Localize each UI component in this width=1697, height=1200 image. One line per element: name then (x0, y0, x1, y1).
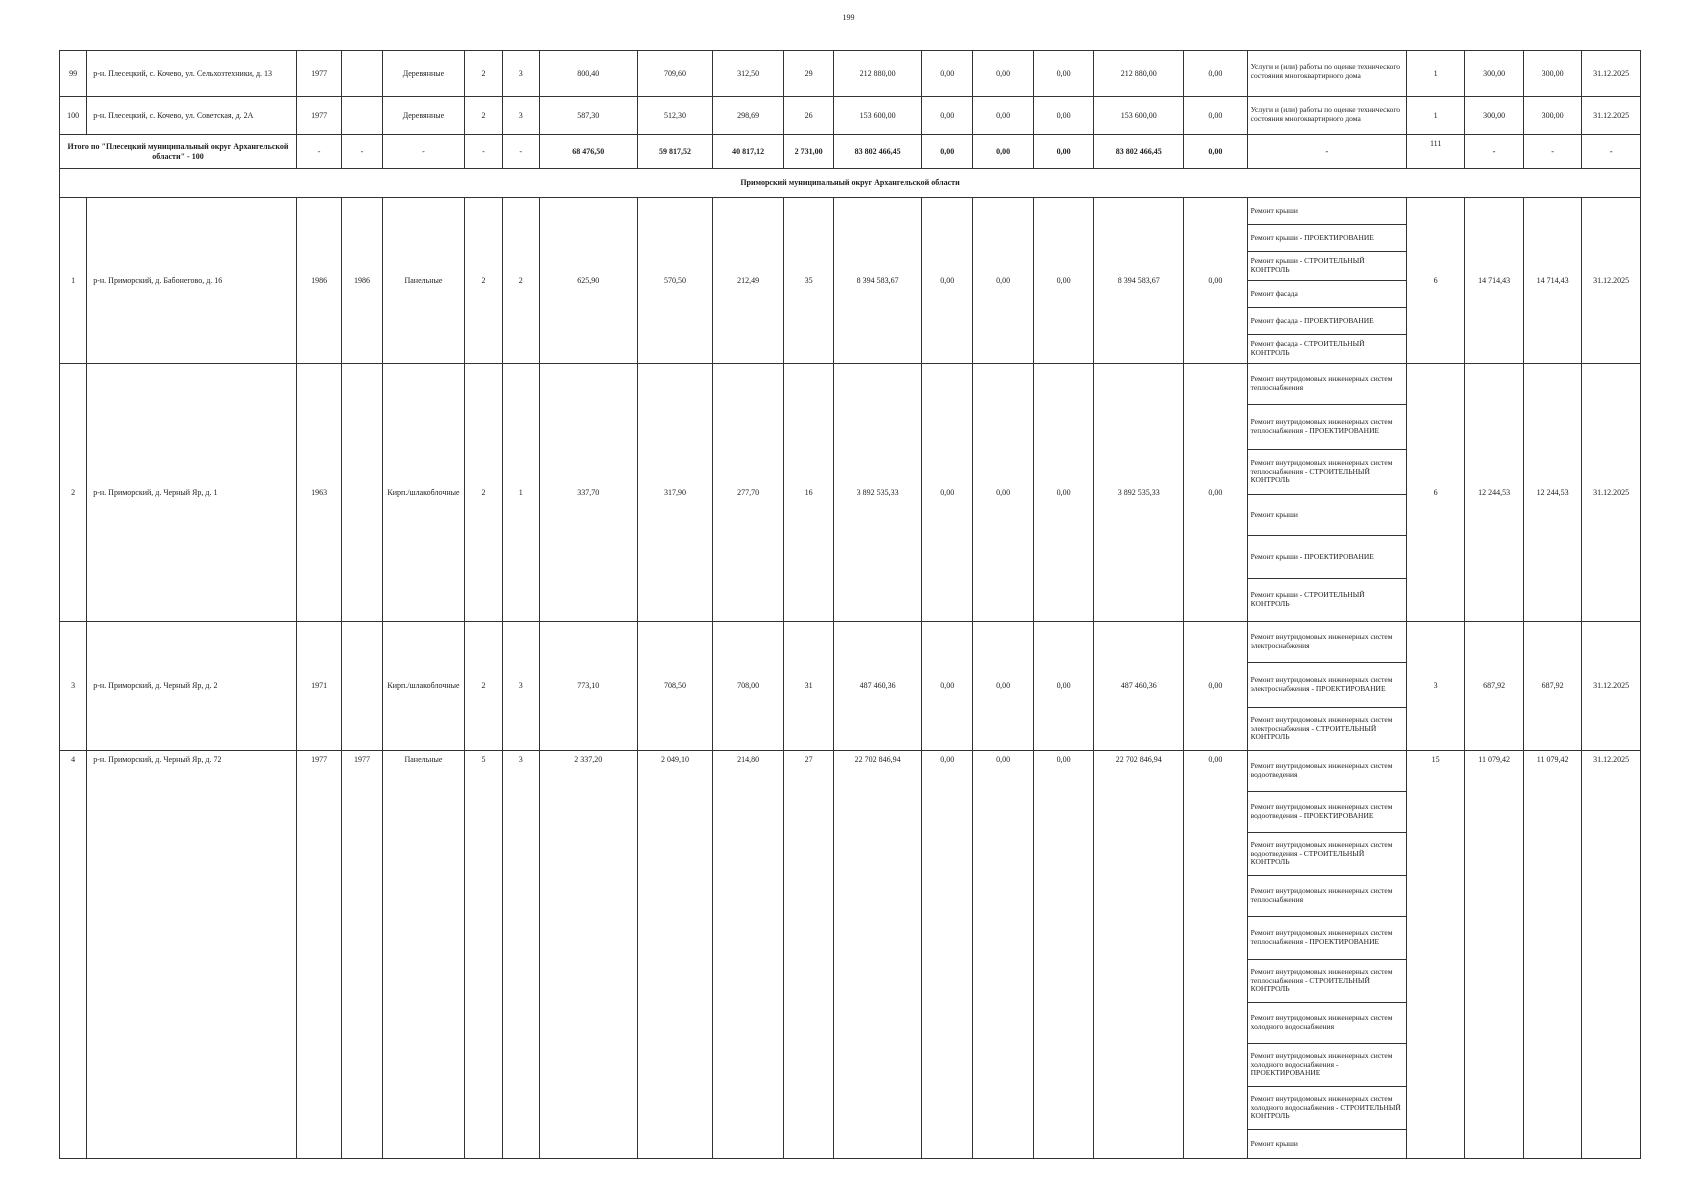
address-cell: р-н. Приморский, д. Черный Яр, д. 72 (87, 751, 297, 1159)
work-item: Ремонт крыши - СТРОИТЕЛЬНЫЙ КОНТРОЛЬ (1250, 590, 1365, 608)
other-area-cell: 708,00 (713, 622, 784, 751)
cost-cell: 0,00 (922, 97, 973, 135)
entrances-cell: 3 (502, 622, 539, 751)
deadline-cell: 31.12.2025 (1582, 751, 1641, 1159)
other-area-cell: 214,80 (713, 751, 784, 1159)
works-count-cell: 6 (1406, 198, 1464, 364)
cost-cell: 0,00 (973, 622, 1033, 751)
work-item: Ремонт внутридомовых инженерных систем водоотведения - СТРОИТЕЛЬНЫЙ КОНТРОЛЬ (1250, 840, 1393, 867)
residents-cell: 35 (783, 198, 833, 364)
cost-total-cell: 153 600,00 (834, 97, 922, 135)
year-built-cell: 1986 (296, 198, 341, 364)
work-item: Ремонт внутридомовых инженерных систем теплоснабжения - ПРОЕКТИРОВАНИЕ (1250, 417, 1393, 435)
wall-material-cell: Панельные (382, 198, 465, 364)
work-item: Ремонт внутридомовых инженерных систем водоотведения - ПРОЕКТИРОВАНИЕ (1250, 802, 1393, 820)
unit-cost-cell: 12 244,53 (1465, 364, 1523, 622)
work-item: Ремонт фасада (1250, 288, 1298, 298)
address-cell: р-н. Плесецкий, с. Кочево, ул. Советская, д. 2А (87, 97, 297, 135)
cost-cell: 0,00 (1184, 97, 1248, 135)
floors-cell: 2 (465, 198, 502, 364)
living-area-cell: 2 049,10 (637, 751, 713, 1159)
section-row (60, 169, 1641, 198)
cost-total-cell: 212 880,00 (834, 51, 922, 97)
works-count-cell: 1 (1406, 97, 1464, 135)
deadline-cell: 31.12.2025 (1582, 364, 1641, 622)
entrances-cell: 3 (502, 751, 539, 1159)
residents-cell: 29 (783, 51, 833, 97)
total-area-cell: 800,40 (539, 51, 637, 97)
total-row (60, 135, 1641, 169)
cost-cell: 0,00 (1033, 51, 1093, 97)
entrances-cell: 2 (502, 198, 539, 364)
row-number: 1 (60, 198, 87, 364)
address-cell: р-н. Приморский, д. Черный Яр, д. 1 (87, 364, 297, 622)
cost-cell: 0,00 (1184, 622, 1248, 751)
work-item: Ремонт внутридомовых инженерных систем холодного водоснабжения - ПРОЕКТИРОВАНИЕ (1250, 1051, 1393, 1078)
total-area-cell: 337,70 (539, 364, 637, 622)
entrances-cell: 3 (502, 51, 539, 97)
cost-cell: 0,00 (922, 622, 973, 751)
table-row (60, 622, 1641, 751)
total-dash: - (382, 135, 465, 169)
wall-material-cell: Деревянные (382, 51, 465, 97)
works-cell (1247, 198, 1406, 364)
unit-cost-cell: 14 714,43 (1465, 198, 1523, 364)
work-item: Ремонт внутридомовых инженерных систем теплоснабжения - СТРОИТЕЛЬНЫЙ КОНТРОЛЬ (1250, 967, 1393, 994)
unit-cost-cell: 11 079,42 (1465, 751, 1523, 1159)
floors-cell: 2 (465, 622, 502, 751)
work-item: Ремонт внутридомовых инженерных систем водоотведения (1250, 761, 1393, 779)
year-commission-cell (342, 364, 382, 622)
living-area-cell: 708,50 (637, 622, 713, 751)
works-cell (1247, 51, 1406, 97)
total-works-cell: - (1247, 135, 1406, 169)
cost-total-cell: 487 460,36 (834, 622, 922, 751)
works-count-cell: 6 (1406, 364, 1464, 622)
cost-cell: 0,00 (1184, 364, 1248, 622)
entrances-cell: 3 (502, 97, 539, 135)
cost-cell: 0,00 (922, 51, 973, 97)
cost-cell: 0,00 (922, 364, 973, 622)
work-item: Ремонт фасада - СТРОИТЕЛЬНЫЙ КОНТРОЛЬ (1250, 339, 1365, 357)
work-item: Ремонт крыши - ПРОЕКТИРОВАНИЕ (1250, 232, 1374, 242)
cost-owners-cell: 212 880,00 (1094, 51, 1184, 97)
total-label: Итого по "Плесецкий муниципальный округ Архангельской области" - 100 (60, 135, 297, 169)
cost-cell: 0,00 (973, 364, 1033, 622)
unit-cost-limit-cell: 300,00 (1523, 51, 1581, 97)
page-number: 199 (842, 13, 855, 22)
row-number: 99 (60, 51, 87, 97)
work-item: Ремонт крыши (1250, 1138, 1298, 1148)
total-area-cell: 587,30 (539, 97, 637, 135)
wall-material-cell: Кирп./шлакоблочные (382, 364, 465, 622)
year-built-cell: 1977 (296, 97, 341, 135)
residents-cell: 26 (783, 97, 833, 135)
row-number: 4 (60, 751, 87, 1159)
deadline-cell: 31.12.2025 (1582, 97, 1641, 135)
works-cell (1247, 751, 1406, 1159)
cost-cell: 0,00 (1033, 97, 1093, 135)
unit-cost-limit-cell: 14 714,43 (1523, 198, 1581, 364)
table-row (60, 751, 1641, 1159)
row-number: 100 (60, 97, 87, 135)
other-area-cell: 298,69 (713, 97, 784, 135)
other-area-cell: 277,70 (713, 364, 784, 622)
row-number: 2 (60, 364, 87, 622)
cost-cell: 0,00 (1033, 622, 1093, 751)
work-item: Ремонт внутридомовых инженерных систем электроснабжения - СТРОИТЕЛЬНЫЙ КОНТРОЛЬ (1250, 715, 1393, 742)
deadline-cell: 31.12.2025 (1582, 198, 1641, 364)
deadline-cell: 31.12.2025 (1582, 51, 1641, 97)
cost-cell: 0,00 (1033, 364, 1093, 622)
table-row (60, 97, 1641, 135)
works-count-cell: 15 (1406, 751, 1464, 1159)
year-commission-cell: 1986 (342, 198, 382, 364)
work-item: Ремонт крыши - ПРОЕКТИРОВАНИЕ (1250, 551, 1374, 561)
works-count-cell: 3 (1406, 622, 1464, 751)
year-commission-cell (342, 97, 382, 135)
unit-cost-cell: 300,00 (1465, 97, 1523, 135)
total-cost-cell: 0,00 (922, 135, 973, 169)
cost-owners-cell: 3 892 535,33 (1094, 364, 1184, 622)
cost-cell: 0,00 (1033, 751, 1093, 1159)
works-cell (1247, 622, 1406, 751)
section-title: Приморский муниципальный округ Архангельской области (60, 169, 1641, 198)
cost-total-cell: 8 394 583,67 (834, 198, 922, 364)
total-dash: - (1523, 135, 1581, 169)
year-built-cell: 1963 (296, 364, 341, 622)
work-item: Ремонт крыши (1250, 509, 1298, 519)
living-area-cell: 570,50 (637, 198, 713, 364)
total-living-area-cell: 59 817,52 (637, 135, 713, 169)
cost-cell: 0,00 (973, 97, 1033, 135)
work-item: Ремонт внутридомовых инженерных систем теплоснабжения (1250, 374, 1393, 392)
wall-material-cell: Деревянные (382, 97, 465, 135)
work-item: Услуги и (или) работы по оценке технического состояния многоквартирного дома (1250, 62, 1401, 80)
work-item: Ремонт крыши - СТРОИТЕЛЬНЫЙ КОНТРОЛЬ (1250, 256, 1365, 274)
cost-cell: 0,00 (1184, 751, 1248, 1159)
total-dash: - (342, 135, 382, 169)
total-area-cell: 68 476,50 (539, 135, 637, 169)
total-dash: - (1582, 135, 1641, 169)
unit-cost-cell: 300,00 (1465, 51, 1523, 97)
work-item: Ремонт фасада - ПРОЕКТИРОВАНИЕ (1250, 315, 1374, 325)
cost-total-cell: 3 892 535,33 (834, 364, 922, 622)
cost-cell: 0,00 (1184, 198, 1248, 364)
cost-owners-cell: 487 460,36 (1094, 622, 1184, 751)
unit-cost-limit-cell: 12 244,53 (1523, 364, 1581, 622)
address-cell: р-н. Плесецкий, с. Кочево, ул. Сельхозтехники, д. 13 (87, 51, 297, 97)
total-cost-cell: 0,00 (1184, 135, 1248, 169)
work-item: Ремонт внутридомовых инженерных систем холодного водоснабжения - СТРОИТЕЛЬНЫЙ КОНТРОЛЬ (1250, 1094, 1401, 1121)
cost-total-cell: 22 702 846,94 (834, 751, 922, 1159)
year-built-cell: 1971 (296, 622, 341, 751)
cost-cell: 0,00 (922, 751, 973, 1159)
works-cell (1247, 97, 1406, 135)
floors-cell: 2 (465, 51, 502, 97)
residents-cell: 31 (783, 622, 833, 751)
total-dash: - (502, 135, 539, 169)
cost-cell: 0,00 (973, 751, 1033, 1159)
row-number: 3 (60, 622, 87, 751)
address-cell: р-н. Приморский, д. Черный Яр, д. 2 (87, 622, 297, 751)
total-works-count-cell: 111 (1406, 135, 1464, 169)
capital-repair-table (59, 50, 1641, 1159)
living-area-cell: 709,60 (637, 51, 713, 97)
total-cost-cell: 83 802 466,45 (834, 135, 922, 169)
cost-owners-cell: 22 702 846,94 (1094, 751, 1184, 1159)
cost-cell: 0,00 (973, 198, 1033, 364)
total-dash: - (1465, 135, 1523, 169)
total-dash: - (465, 135, 502, 169)
wall-material-cell: Панельные (382, 751, 465, 1159)
total-area-cell: 625,90 (539, 198, 637, 364)
work-item: Ремонт внутридомовых инженерных систем холодного водоснабжения (1250, 1013, 1393, 1031)
total-cost-cell: 0,00 (1033, 135, 1093, 169)
year-commission-cell (342, 622, 382, 751)
deadline-cell: 31.12.2025 (1582, 622, 1641, 751)
floors-cell: 2 (465, 97, 502, 135)
work-item: Ремонт внутридомовых инженерных систем электроснабжения (1250, 632, 1393, 650)
works-cell (1247, 364, 1406, 622)
address-cell: р-н. Приморский, д. Бабонегово, д. 16 (87, 198, 297, 364)
total-area-cell: 2 337,20 (539, 751, 637, 1159)
year-built-cell: 1977 (296, 51, 341, 97)
table-row (60, 51, 1641, 97)
entrances-cell: 1 (502, 364, 539, 622)
year-commission-cell: 1977 (342, 751, 382, 1159)
total-cost-cell: 0,00 (973, 135, 1033, 169)
table-row (60, 364, 1641, 622)
year-commission-cell (342, 51, 382, 97)
floors-cell: 2 (465, 364, 502, 622)
total-dash: - (296, 135, 341, 169)
other-area-cell: 312,50 (713, 51, 784, 97)
other-area-cell: 212,49 (713, 198, 784, 364)
wall-material-cell: Кирп./шлакоблочные (382, 622, 465, 751)
work-item: Ремонт крыши (1250, 205, 1298, 215)
unit-cost-cell: 687,92 (1465, 622, 1523, 751)
floors-cell: 5 (465, 751, 502, 1159)
living-area-cell: 317,90 (637, 364, 713, 622)
total-area-cell: 773,10 (539, 622, 637, 751)
residents-cell: 16 (783, 364, 833, 622)
work-item: Ремонт внутридомовых инженерных систем теплоснабжения - СТРОИТЕЛЬНЫЙ КОНТРОЛЬ (1250, 458, 1393, 485)
works-count-cell: 1 (1406, 51, 1464, 97)
work-item: Услуги и (или) работы по оценке технического состояния многоквартирного дома (1250, 105, 1401, 123)
unit-cost-limit-cell: 687,92 (1523, 622, 1581, 751)
table-row (60, 198, 1641, 364)
work-item: Ремонт внутридомовых инженерных систем теплоснабжения (1250, 886, 1393, 904)
unit-cost-limit-cell: 300,00 (1523, 97, 1581, 135)
total-owners-cost-cell: 83 802 466,45 (1094, 135, 1184, 169)
residents-cell: 27 (783, 751, 833, 1159)
total-residents-cell: 2 731,00 (783, 135, 833, 169)
unit-cost-limit-cell: 11 079,42 (1523, 751, 1581, 1159)
cost-owners-cell: 153 600,00 (1094, 97, 1184, 135)
cost-cell: 0,00 (1184, 51, 1248, 97)
cost-cell: 0,00 (973, 51, 1033, 97)
work-item: Ремонт внутридомовых инженерных систем теплоснабжения - ПРОЕКТИРОВАНИЕ (1250, 928, 1393, 946)
total-other-area-cell: 40 817,12 (713, 135, 784, 169)
cost-cell: 0,00 (922, 198, 973, 364)
cost-cell: 0,00 (1033, 198, 1093, 364)
year-built-cell: 1977 (296, 751, 341, 1159)
cost-owners-cell: 8 394 583,67 (1094, 198, 1184, 364)
living-area-cell: 512,30 (637, 97, 713, 135)
work-item: Ремонт внутридомовых инженерных систем электроснабжения - ПРОЕКТИРОВАНИЕ (1250, 675, 1393, 693)
